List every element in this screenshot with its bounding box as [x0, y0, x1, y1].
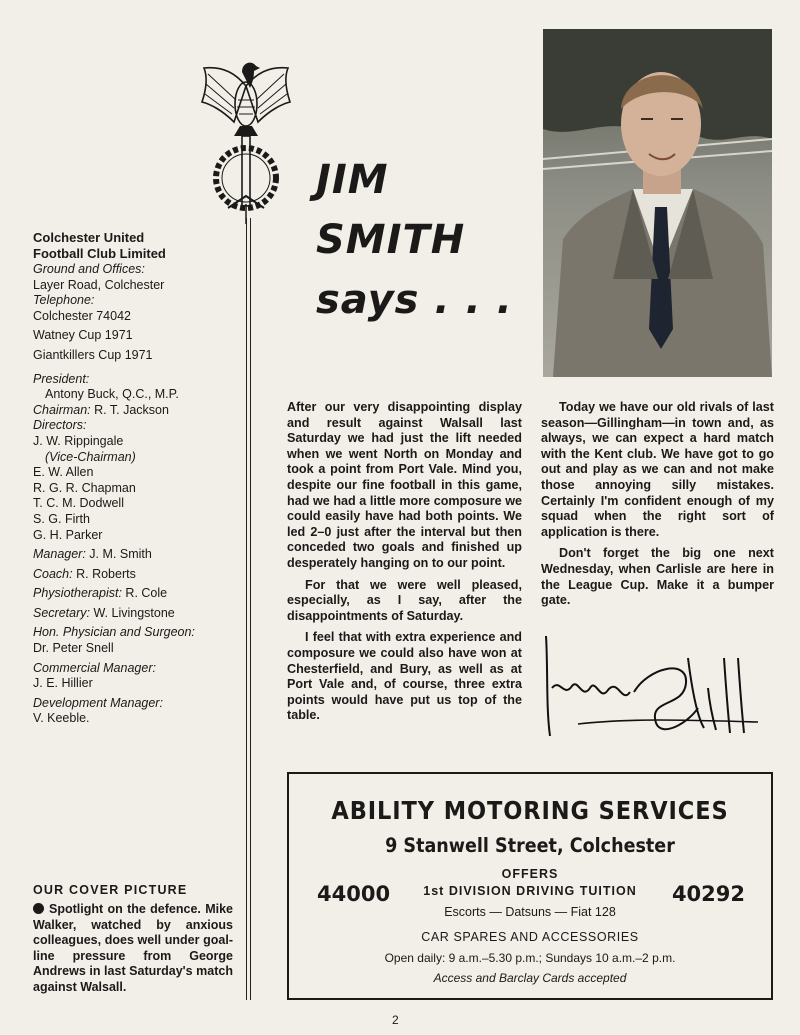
cover-picture-caption: [33, 883, 233, 996]
eagle-crest-icon: [196, 44, 296, 224]
club-name-line1: Colchester United: [33, 230, 145, 245]
physio-row: [33, 586, 243, 602]
article-column-left: [287, 400, 522, 730]
article-paragraph: Today we have our old rivals of last season—Gillingham—in town and, as always, we can expect a hard match with the Kent club. We have got to go out and play as we can and not make those annoying silly mistakes. Certainly I'm confident enough of my squad when the right sort of application is there.: [541, 400, 774, 539]
director-item: G. H. Parker: [33, 527, 103, 542]
vertical-rule: [246, 218, 251, 1000]
physio-value: R. Cole: [125, 586, 168, 601]
heading-line2: SMITH: [316, 217, 466, 263]
advert-phone-right: 40292: [671, 882, 745, 906]
ground-value: Layer Road, Colchester: [33, 277, 165, 292]
article-paragraph: Don't forget the big one next Wednesday, when Carlisle are here in the League Cup. Make it a bumper gate.: [541, 546, 774, 608]
director-item: J. W. Rippingale: [33, 433, 124, 448]
president-label: President:: [33, 371, 90, 386]
secretary-row: [33, 606, 243, 622]
chairman-row: [33, 403, 243, 419]
article-paragraph: After our very disappointing display and result against Walsall last Saturday we had just the lift needed when we went North on Monday and took a point from Port Vale. Mind you, despite our fine football in this game, had we had a little more composure we could easily have had both points. We led 2–0 just after the interval but then conceded two goals and finished up desperately hanging on to our point.: [287, 400, 522, 570]
physio-label: Physiotherapist:: [33, 586, 122, 601]
director-item: E. W. Allen: [33, 465, 94, 480]
heading-line3: says . . .: [316, 277, 513, 323]
telephone-value: Colchester 74042: [33, 308, 131, 323]
advert-offers: OFFERS: [501, 867, 559, 881]
article-heading: [316, 150, 513, 330]
coach-label: Coach:: [33, 566, 73, 581]
coach-row: [33, 567, 243, 583]
director-item: S. G. Firth: [33, 511, 90, 526]
secretary-label: Secretary:: [33, 605, 90, 620]
coach-value: R. Roberts: [76, 566, 136, 581]
telephone-label: Telephone:: [33, 293, 95, 308]
honour-giantkillers: Giantkillers Cup 1971: [33, 347, 153, 362]
advert-address: 9 Stanwell Street, Colchester: [385, 834, 675, 857]
director-item: T. C. M. Dodwell: [33, 496, 124, 511]
heading-line1: JIM: [316, 157, 389, 203]
cover-title: OUR COVER PICTURE: [33, 883, 188, 897]
advert-name: ABILITY MOTORING SERVICES: [331, 796, 729, 825]
development-value: V. Keeble.: [33, 711, 90, 726]
advert-cars: Escorts — Datsuns — Fiat 128: [444, 905, 616, 919]
bullet-icon: [33, 903, 44, 914]
physician-label: Hon. Physician and Surgeon:: [33, 625, 195, 640]
director-item: R. G. R. Chapman: [33, 480, 136, 495]
manager-label: Manager:: [33, 547, 86, 562]
manager-row: [33, 547, 243, 563]
secretary-value: W. Livingstone: [93, 605, 175, 620]
advert-tuition: 1st DIVISION DRIVING TUITION: [423, 884, 637, 898]
director-item: (Vice-Chairman): [45, 449, 136, 464]
development-label: Development Manager:: [33, 695, 163, 710]
cover-text: Spotlight on the defence. Mike Walker, watched by anxious colleagues, does well under goal-line pressure from George Andrews in last Saturday's match against Walsall.: [33, 902, 233, 994]
commercial-label: Commercial Manager:: [33, 660, 156, 675]
physician-value: Dr. Peter Snell: [33, 641, 114, 656]
advert-box: [287, 772, 773, 1000]
directors-label: Directors:: [33, 418, 87, 433]
advert-hours: Open daily: 9 a.m.–5.30 p.m.; Sundays 10 a.m.–2 p.m.: [384, 951, 676, 965]
manager-value: J. M. Smith: [89, 547, 152, 562]
chairman-label: Chairman:: [33, 402, 91, 417]
cover-text-wrap: [33, 902, 233, 996]
page-number: 2: [392, 1013, 399, 1027]
article-column-right: [541, 400, 774, 615]
manager-photo: [543, 29, 772, 377]
chairman-value: R. T. Jackson: [94, 402, 169, 417]
honour-watney: Watney Cup 1971: [33, 328, 133, 343]
article-paragraph: For that we were well pleased, especially, as I say, after the disappointments of Saturday.: [287, 577, 522, 623]
signature-icon: [538, 628, 768, 743]
advert-phone-left: 44000: [317, 882, 391, 906]
commercial-value: J. E. Hillier: [33, 676, 93, 691]
article-paragraph: I feel that with extra experience and composure we could also have won at Chesterfield, and Bury, as well as at Port Vale and, of course, three extra points would have put us top of the table.: [287, 630, 522, 723]
advert-cards: Access and Barclay Cards accepted: [433, 971, 627, 985]
president-value: Antony Buck, Q.C., M.P.: [45, 387, 179, 402]
club-info: [33, 230, 243, 727]
advert-spares: CAR SPARES AND ACCESSORIES: [421, 930, 639, 944]
club-name-line2: Football Club Limited: [33, 246, 166, 261]
ground-label: Ground and Offices:: [33, 262, 145, 276]
